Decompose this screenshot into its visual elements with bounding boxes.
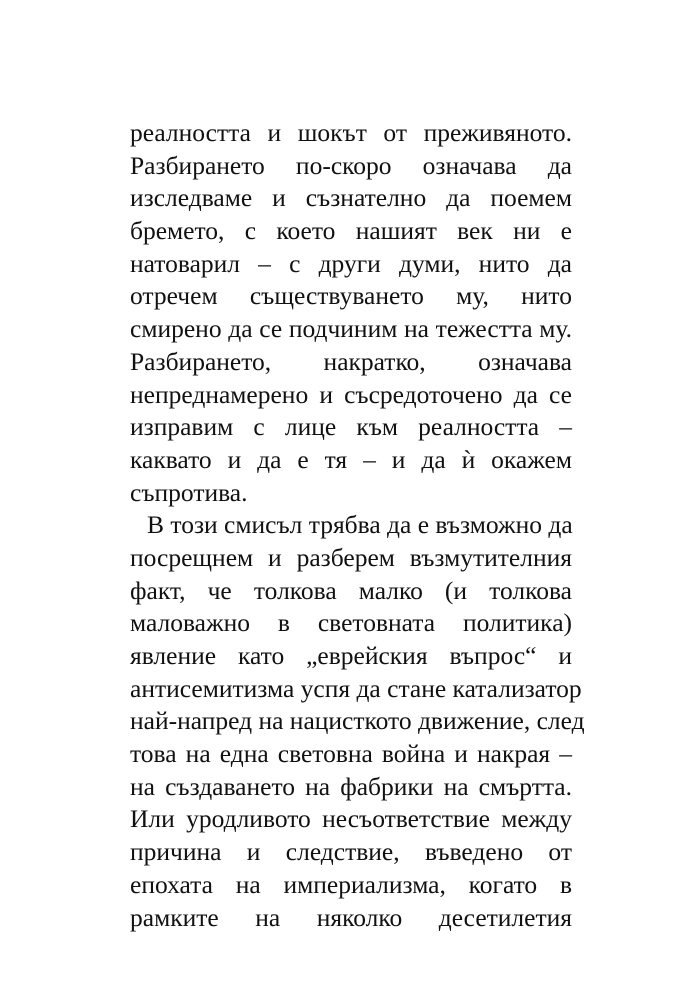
text-line: натоварил – с други думи, нито да <box>130 248 572 278</box>
text-line: изправим с лице към реалността – <box>130 412 572 442</box>
text-line: изследваме и съзнателно да поемем <box>130 183 572 213</box>
text-line: реалността и шокът от преживяното. <box>130 118 572 147</box>
text-line: епохата на империализма, когато в <box>130 869 572 899</box>
text-line: смирено да се подчиним на тежестта му. <box>130 314 572 344</box>
text-line: Или уродливото несъответствие между <box>130 804 572 834</box>
text-line: каквато и да е тя – и да ѝ окажем <box>130 444 572 474</box>
text-line: Разбирането, накратко, означава <box>130 346 572 376</box>
text-line: факт, че толкова малко (и толкова <box>130 575 572 605</box>
text-line: рамките на няколко десетилетия <box>130 902 572 932</box>
text-line: бремето, с което нашият век ни е <box>130 216 572 246</box>
paragraph-2 <box>130 509 585 934</box>
text-line: отречем съществуването му, нито <box>130 281 572 311</box>
text-line: маловажно в световната политика) <box>130 608 572 638</box>
text-line: антисемитизма успя да стане катализатор <box>130 673 582 703</box>
text-line: явление като „еврейския въпрос“ и <box>130 641 572 670</box>
text-line: най-напред на нацисткото движение, след <box>130 706 585 736</box>
text-line: посрещнем и разберем възмутителния <box>130 542 572 572</box>
text-line: непреднамерено и съсредоточено да се <box>130 379 572 409</box>
text-line: причина и следствие, въведено от <box>130 837 572 867</box>
text-line: Разбирането по-скоро означава да <box>130 150 572 180</box>
paragraph-1 <box>130 117 572 509</box>
text-line: съпротива. <box>130 477 248 507</box>
body-text <box>130 117 585 934</box>
text-line: това на една световна война и накрая – <box>130 739 572 769</box>
text-line: на създаването на фабрики на смъртта. <box>130 771 572 801</box>
text-line: В този смисъл трябва да е възможно да <box>147 510 573 540</box>
